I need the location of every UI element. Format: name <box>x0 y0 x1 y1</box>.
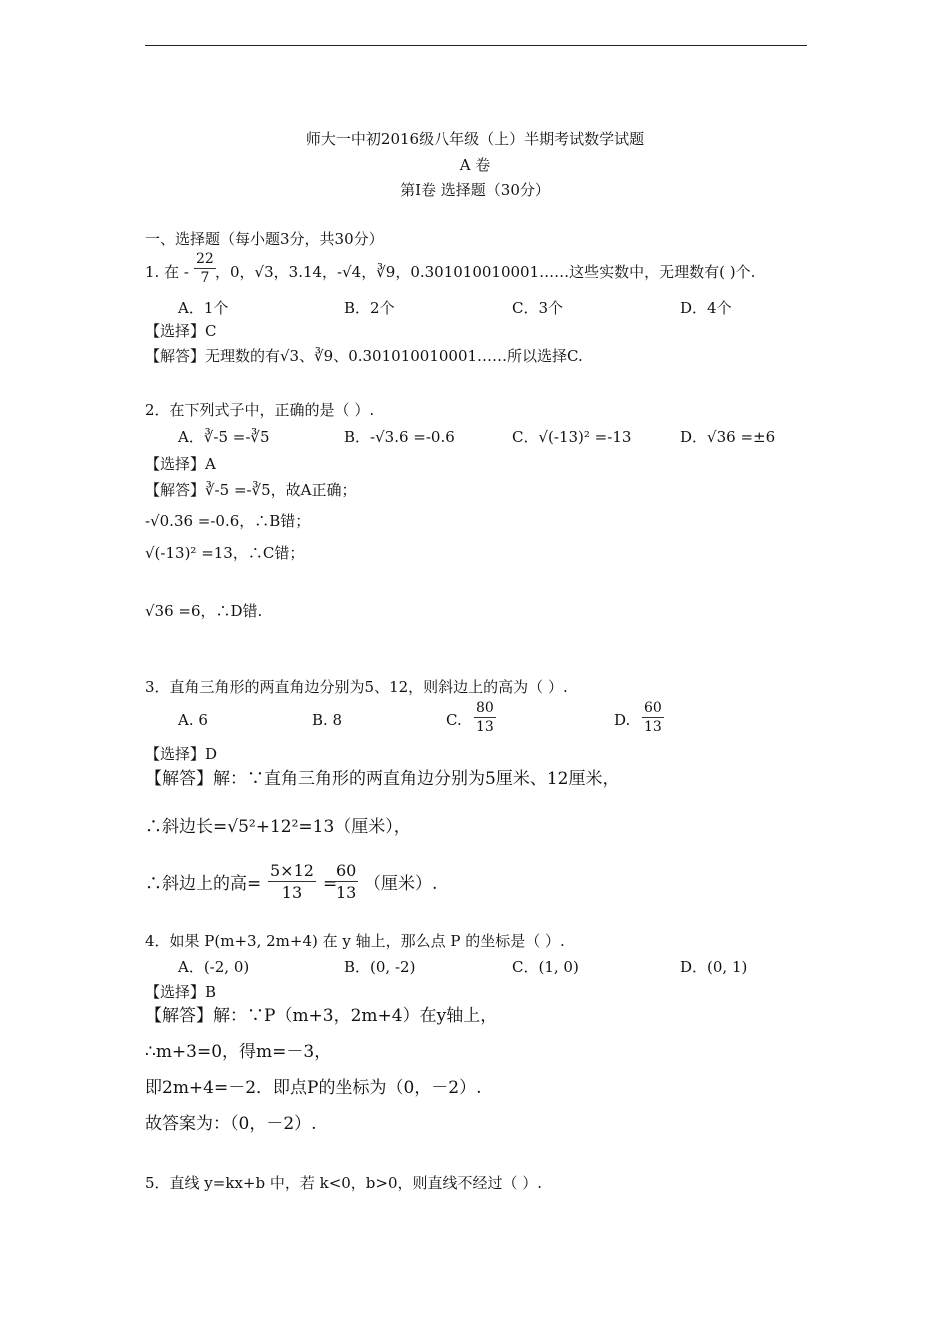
q3-option-a: A. 6 <box>178 711 208 729</box>
q2-answer-4: √36 =6，∴D错. <box>145 602 263 620</box>
q1-fraction <box>194 250 216 287</box>
q3-a3-den2: 13 <box>336 883 357 902</box>
q3-answer-3-lead: ∴斜边上的高= <box>145 874 262 894</box>
q1-option-a: A．1个 <box>178 299 229 317</box>
q3-c-num: 80 <box>476 700 494 716</box>
q3-c-den: 13 <box>476 719 494 735</box>
q4-answer-3: 即2m+4=－2．即点P的坐标为（0，－2）. <box>145 1078 482 1098</box>
q2-option-c: C．√(-13)² =-13 <box>512 428 632 446</box>
q1-choice: 【选择】C <box>145 322 217 340</box>
exam-subtitle: A 卷 <box>459 156 491 174</box>
q4-option-c: C．(1, 0) <box>512 958 579 976</box>
q3-option-b: B. 8 <box>312 711 343 729</box>
q3-d-num: 60 <box>644 700 662 716</box>
q3-choice: 【选择】D <box>145 745 218 763</box>
q1-answer: 【解答】无理数的有√3、∛9、0.301010010001……所以选择C. <box>145 347 583 365</box>
q3-answer-1: 【解答】解：∵直角三角形的两直角边分别为5厘米、12厘米， <box>145 769 620 789</box>
q2-answer-1: 【解答】∛-5 =-∛5，故A正确； <box>145 481 357 499</box>
q3-option-c: C. <box>446 711 462 729</box>
header-rule <box>145 45 807 46</box>
q2-choice: 【选择】A <box>145 455 216 473</box>
q2-answer-2: -√0.36 =-0.6，∴B错； <box>145 512 311 530</box>
q3-a3-num2: 60 <box>336 861 357 880</box>
q3-option-d: D. <box>614 711 631 729</box>
exam-title: 师大一中初2016级八年级（上）半期考试数学试题 <box>305 130 645 148</box>
q3-answer-3-tail: （厘米）. <box>364 874 438 894</box>
q4-option-a: A．(-2, 0) <box>178 958 250 976</box>
q4-answer-4: 故答案为：（0，－2）. <box>145 1114 317 1134</box>
q2-option-a: A．∛-5 =-∛5 <box>178 428 270 446</box>
q3-a3-num1: 5×12 <box>270 861 314 880</box>
q1-option-b: B．2个 <box>344 299 395 317</box>
q2-answer-3: √(-13)² =13，∴C错； <box>145 544 305 562</box>
q3-answer-fraction-2 <box>334 860 358 903</box>
q3-option-c-fraction <box>474 699 496 736</box>
q3-answer-2: ∴斜边长=√5²+12²=13（厘米）， <box>145 817 411 837</box>
q2-option-d: D．√36 =±6 <box>680 428 776 446</box>
q1-frac-den: 7 <box>200 270 210 286</box>
section-heading: 一、选择题（每小题3分，共30分） <box>145 230 384 248</box>
q5-stem: 5．直线 y=kx+b 中，若 k<0，b>0，则直线不经过（ ）. <box>145 1174 543 1192</box>
q1-frac-num: 22 <box>196 251 214 267</box>
q4-answer-1: 【解答】解：∵P（m+3，2m+4）在y轴上， <box>145 1006 498 1026</box>
q3-d-den: 13 <box>644 719 662 735</box>
q3-stem: 3．直角三角形的两直角边分别为5、12，则斜边上的高为（ ）. <box>145 678 568 696</box>
q4-choice: 【选择】B <box>145 983 217 1001</box>
q1-stem: ，0，√3，3.14，-√4，∛9，0.301010010001……这些实数中，无理数有( )个. <box>215 263 756 281</box>
q1-lead: 1. 在 - <box>145 263 189 281</box>
q1-option-c: C．3个 <box>512 299 564 317</box>
q4-option-d: D．(0, 1) <box>680 958 748 976</box>
q3-answer-fraction-1 <box>268 860 316 903</box>
q3-option-d-fraction <box>642 699 664 736</box>
q1-option-d: D．4个 <box>680 299 732 317</box>
q4-stem: 4．如果 P(m+3, 2m+4) 在 y 轴上，那么点 P 的坐标是（ ）. <box>145 932 565 950</box>
q4-option-b: B．(0, -2) <box>344 958 416 976</box>
q3-a3-den1: 13 <box>281 883 303 902</box>
q2-stem: 2．在下列式子中，正确的是（ ）. <box>145 401 375 419</box>
exam-part: 第I卷 选择题（30分） <box>400 181 550 199</box>
q2-option-b: B．-√3.6 =-0.6 <box>344 428 455 446</box>
q3-answer-equals: = <box>323 874 338 894</box>
q4-answer-2: ∴m+3=0，得m=－3， <box>145 1042 332 1062</box>
